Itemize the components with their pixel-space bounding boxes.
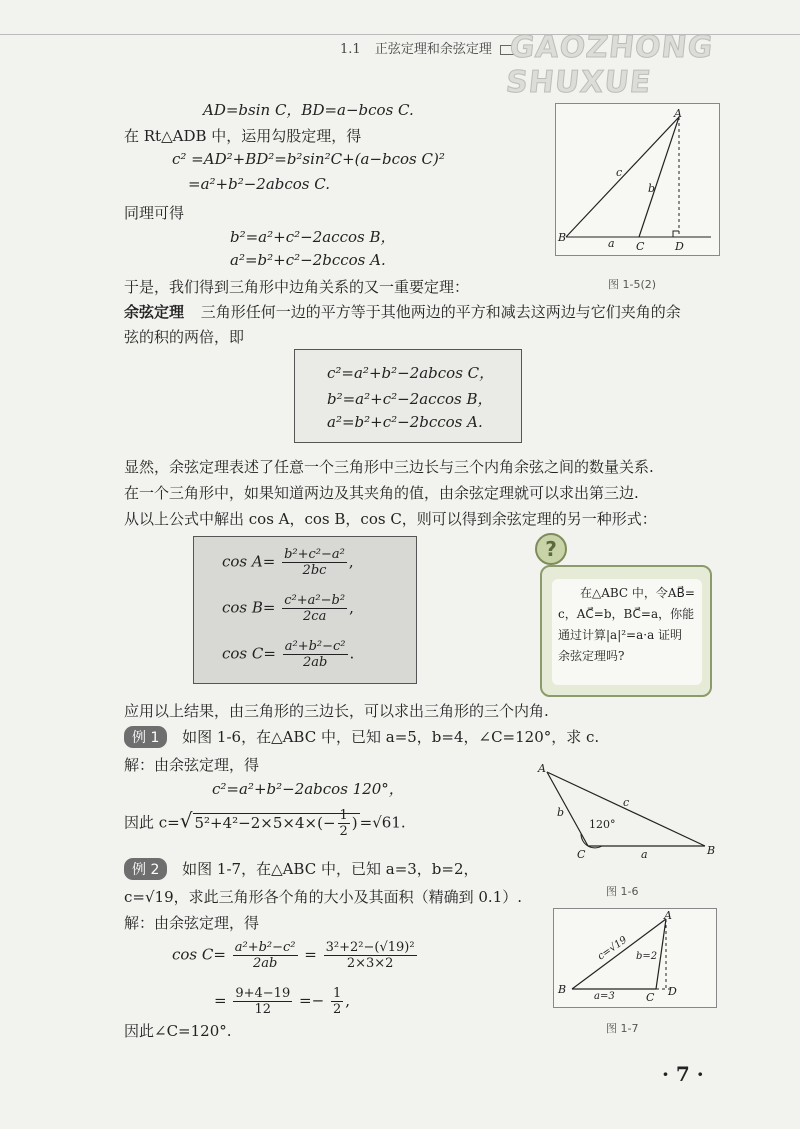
text-line: 解：由余弦定理，得	[124, 914, 260, 932]
text-line: 因此∠C=120°.	[124, 1022, 232, 1040]
page-number: · 7 ·	[662, 1062, 704, 1086]
cos-a-formula: cos A= $\frac{\text{b²+c²−a²}}{2bc}$ ,	[222, 547, 354, 578]
example-2-question: 例 2 如图 1-7，在△ABC 中，已知 a=3，b=2，	[124, 858, 479, 880]
example-2-formula: cos C= $\frac{\text{a²+b²−c²}}{2ab}$ = $\frac{\text{3²+2²−(√19)²}}{2\times 3\times 2}$	[172, 940, 415, 971]
text-line: AD=bsin C，BD=a−bcos C.	[203, 101, 414, 119]
think-box-content: 在△ABC 中，令AB⃗= c，AC⃗=b，BC⃗=a，你能 通过计算|a|²=a·a 证明 余弦定理吗?	[552, 579, 702, 685]
section-number: 1.1	[340, 42, 361, 57]
text-line: 在 Rt△ADB 中，运用勾股定理，得	[124, 127, 362, 145]
cosine-formula-box	[193, 536, 417, 684]
example-1-question: 例 1 如图 1-6，在△ABC 中，已知 a=5，b=4，∠C=120°，求 c.	[124, 726, 599, 748]
figure-caption: 图 1-5(2)	[608, 278, 657, 291]
text-line: 显然，余弦定理表述了任意一个三角形中三边长与三个内角余弦之间的数量关系.	[124, 458, 654, 476]
example-2-formula-2: = $\frac{9+4-19}{12}$ =− $\frac{1}{2}$ ,	[214, 986, 350, 1017]
header-watermark: GAOZHONG SHUXUE	[504, 30, 716, 100]
formula-line: a²=b²+c²−2bccos A.	[327, 413, 483, 431]
figure-1-6: A B C a b c 120°	[538, 762, 716, 861]
text-line: 同理可得	[124, 204, 185, 222]
text-line: c=√19，求此三角形各个角的大小及其面积（精确到 0.1）.	[124, 888, 523, 906]
formula-line: c² =AD²+BD²=b²sin²C+(a−bcos C)²	[172, 150, 445, 168]
example-badge: 例 1	[124, 726, 167, 748]
formula-line: c²=a²+b²−2abcos 120°，	[212, 780, 404, 798]
formula-line: b²=a²+c²−2accos B，	[230, 228, 396, 246]
cos-b-formula: cos B= $\frac{\text{c²+a²−b²}}{2ca}$ ,	[222, 593, 354, 624]
text-line: 弦的积的两倍，即	[124, 328, 245, 346]
law-of-cosines-box	[294, 349, 522, 443]
figure-caption: 图 1-6	[606, 885, 639, 898]
figure-caption: 图 1-7	[606, 1022, 639, 1035]
section-title: 正弦定理和余弦定理	[374, 42, 492, 57]
example-1-result: 因此 c=√ 5²+4²−2×5×4×(− $\frac{1}{2}$ ) =√61.	[124, 808, 406, 839]
text-line: 在一个三角形中，如果知道两边及其夹角的值，由余弦定理就可以求出第三边.	[124, 484, 639, 502]
running-header	[340, 38, 514, 57]
figure-1-5-2: A B C D a b c	[555, 103, 720, 256]
example-badge: 例 2	[124, 858, 167, 880]
formula-line: =a²+b²−2abcos C.	[188, 175, 330, 193]
think-box	[540, 565, 712, 697]
svg-text:?: ?	[545, 537, 557, 561]
figure-1-7: A B C D a=3 b=2 c=√19	[553, 908, 717, 1008]
formula-line: c²=a²+b²−2abcos C，	[327, 364, 495, 382]
text-line: 于是，我们得到三角形中边角关系的又一重要定理：	[124, 278, 470, 296]
formula-line: a²=b²+c²−2bccos A.	[230, 251, 386, 269]
question-mark-icon	[534, 532, 568, 566]
text-line: 从以上公式中解出 cos A，cos B，cos C，则可以得到余弦定理的另一种形式：	[124, 510, 657, 528]
cos-c-formula: cos C= $\frac{\text{a²+b²−c²}}{2ab}$ .	[222, 639, 355, 670]
triangle-diagram	[556, 104, 719, 255]
theorem-line: 余弦定理 三角形任何一边的平方等于其他两边的平方和减去这两边与它们夹角的余	[124, 303, 681, 321]
theorem-label: 余弦定理	[124, 303, 185, 321]
text-line: 应用以上结果，由三角形的三边长，可以求出三角形的三个内角.	[124, 702, 549, 720]
formula-line: b²=a²+c²−2accos B，	[327, 390, 493, 408]
text-line: 解：由余弦定理，得	[124, 756, 260, 774]
